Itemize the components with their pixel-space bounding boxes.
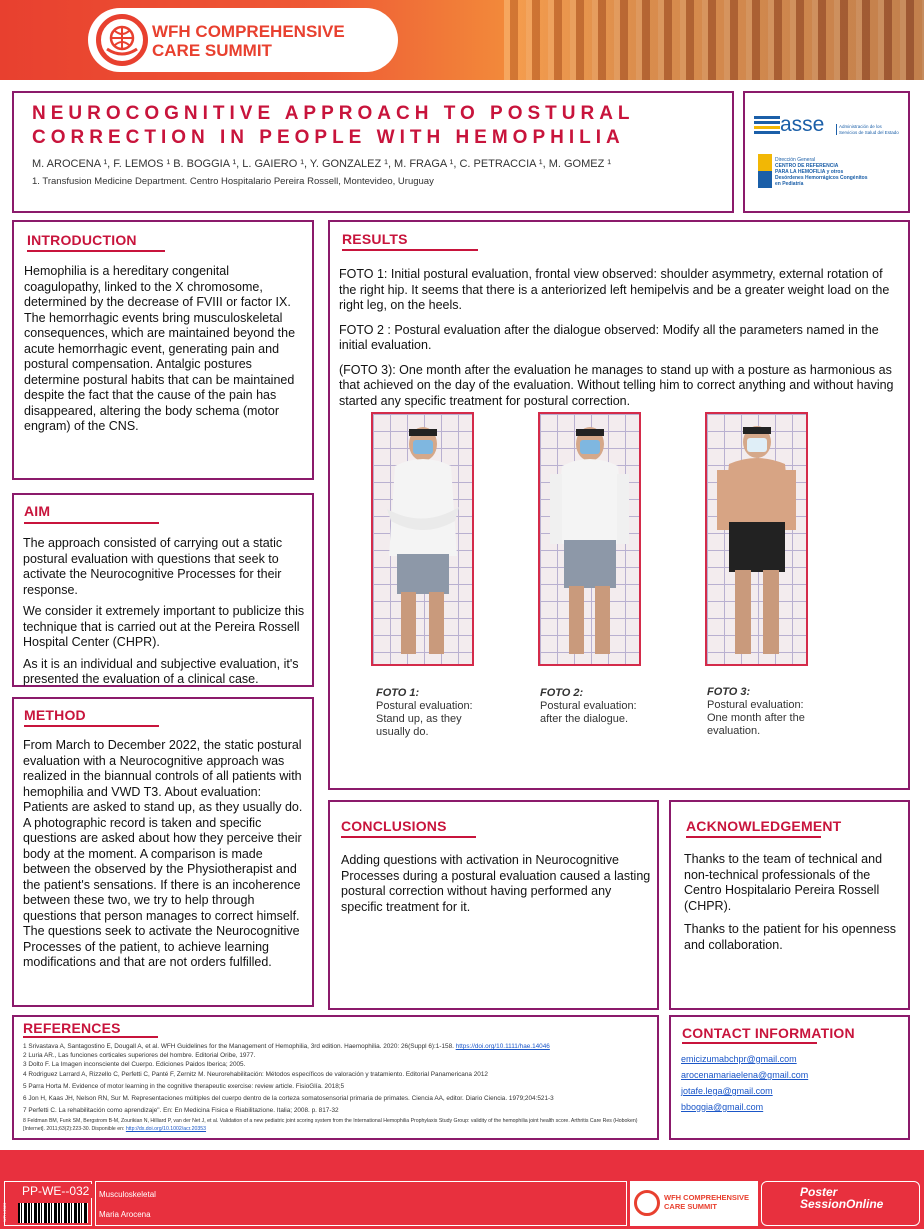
results-heading: RESULTS: [342, 231, 408, 247]
asse-sub1: Administración de los: [839, 124, 882, 129]
reference-item: [23, 1106, 653, 1115]
aim-p2: We consider it extremely important to publicize this technique that is carried out at the Pereira Rossell Hospital Center (CHPR).: [23, 604, 305, 649]
logo-line2: CARE SUMMIT: [152, 41, 272, 60]
photo-2: [538, 412, 641, 666]
acknowledgement-text: [684, 852, 902, 959]
reference-text: 8 Feldman BM, Funk SM, Bergstrom B-M, Zourikian N, Hilliard P, van der Net J, et al. Validation of a new pediatric joint scoring system from the International Hemophilia Prophylaxis Study Group: validity of the hemophilia joint health score. Arthritis Care Res (Hoboken) [Internet]. 2011;63(2):223-30. Disponible en:: [23, 1118, 638, 1132]
reference-text: 7 Perfetti C. La rehabilitación como aprendizaje". En: En Medicina Fisica e Riabilitazione. Italia; 2008. p. 817-32: [23, 1107, 339, 1115]
summit-logo-text: [152, 22, 345, 60]
conclusions-text: Adding questions with activation in Neurocognitive Processes during a postural evaluation caused a lasting postural correction without having performed any specific treatment for it.: [341, 853, 651, 914]
category: Musculoskeletal: [99, 1190, 156, 1199]
poster-title: [32, 102, 635, 150]
reference-text: 1 Srivastava A, Santagostino E, Dougall A, et al. WFH Guidelines for the Management of Hemophilia, 3rd edition. Haemophilia. 2020: 26(Suppl 6):1-158.: [23, 1043, 456, 1050]
contact-email[interactable]: emicizumabchpr@gmail.com: [681, 1054, 797, 1064]
title-line1: NEUROCOGNITIVE APPROACH TO POSTURAL: [32, 103, 635, 124]
crh-logo-text: [775, 157, 868, 187]
results-p1: FOTO 1: Initial postural evaluation, frontal view observed: shoulder asymmetry, external rotation of the right hip. It seems that there is a anteriorized left hemipelvis and be a greater weight load on the right leg, on the heels.: [339, 267, 890, 312]
caption-3-line1: Postural evaluation:: [707, 699, 804, 711]
footer-globe-icon: [634, 1190, 660, 1216]
method-text: From March to December 2022, the static postural evaluation with a Neurocognitive approach was realized in the biannual controls of all patients with hemophilia and VWD T3. About evaluation: Patients are asked to stand up, as they usually do. A photographic record is taken and specific questions are asked about how they perceive their body at the moment. A comparison is made between the observed by the Physiotherapist and the patient's sensations. If there is an incoherence between these two, we try to help through questions that person manages to correct himself. The questions seek to activate the Neurocognitive Processes of the patient, to achieve learning modifications and that are not orders fulfilled.: [23, 738, 303, 969]
sponsor-box: [743, 91, 910, 213]
reference-item: [23, 1051, 653, 1060]
reference-item: [23, 1094, 653, 1103]
authors: M. AROCENA ¹, F. LEMOS ¹ B. BOGGIA ¹, L. GAIERO ¹, Y. GONZALEZ ¹, M. FRAGA ¹, C. PETRACCIA ¹, M. GOMEZ ¹: [32, 158, 612, 170]
reference-item: [23, 1082, 653, 1091]
results-underline: [342, 249, 478, 251]
aim-text: [23, 536, 305, 694]
reference-text: 4 Rodriguez Larrard A, Rizzello C, Perfetti C, Panté F, Zernitz M. Neurorehabilitación: Métodos específicos de valoración y tratamiento. Editorial Panamericana 2012: [23, 1070, 488, 1078]
affiliation: 1. Transfusion Medicine Department. Centro Hospitalario Pereira Rossell, Montevideo, Uruguay: [32, 176, 434, 187]
globe-hands-icon: [96, 14, 148, 66]
footer-logo-line2: CARE SUMMIT: [664, 1202, 717, 1211]
reference-text: 5 Parra Horta M. Evidence of motor learning in the cognitive therapeutic exercise: review article. FisioGlía. 2018;5: [23, 1082, 345, 1090]
contact-list: [681, 1051, 901, 1115]
pso-line1: Poster: [800, 1185, 838, 1199]
results-p2: FOTO 2 : Postural evaluation after the dialogue observed: Modify all the parameters named in the initial evaluation.: [339, 322, 879, 352]
crh-line4: en Pediatría: [775, 181, 804, 187]
caption-3-line2: One month after the: [707, 712, 805, 724]
caption-3-title: FOTO 3:: [707, 686, 751, 698]
acknowledgement-p1: Thanks to the team of technical and non-technical professionals of the Centro Hospitalario Pereira Rossell (CHPR).: [684, 852, 883, 913]
pso-line2: SessionOnline: [800, 1197, 884, 1211]
author: Maria Arocena: [99, 1210, 151, 1219]
caption-1: [376, 687, 496, 739]
caption-1-line1: Postural evaluation:: [376, 700, 473, 712]
caption-1-line3: usually do.: [376, 726, 429, 738]
asse-sub2: Servicios de Salud del Estado: [839, 129, 899, 135]
reference-text: 6 Jon H, Kaas JH, Nelson RN, Sur M. Representaciones múltiples del cuerpo dentro de la corteza somatosensorial primaria de primates. Ciencia AA, editor. Diario Ciencia. 1979;204:521-3: [23, 1095, 554, 1103]
caption-1-line2: Stand up, as they: [376, 713, 462, 725]
introduction-text: Hemophilia is a hereditary congenital coagulopathy, linked to the X chromosome, determined by the decrease of FVIII or factor IX. The hemorrhagic events bring musculoskeletal consequences, which are maintained beyond the acute hemorrhagic event, generating pain and postural compensation. Antalgic postures determine postural habits that can be maintained despite the fact that the cause of the pain has disappeared, altering the body schema (motor engram) of the CNS.: [24, 264, 296, 433]
asse-wordmark: asse: [780, 113, 825, 136]
caption-2-line2: after the dialogue.: [540, 713, 629, 725]
caption-2-line1: Postural evaluation:: [540, 700, 637, 712]
caption-2: [540, 687, 660, 726]
photo-1: [371, 412, 474, 666]
aim-p1: The approach consisted of carrying out a static postural evaluation with questions that seek to activate the Neurocognitive Processes for their response.: [23, 536, 283, 597]
results-text: [339, 267, 901, 415]
side-tag: WFH-2023: [2, 1202, 7, 1222]
reference-link[interactable]: http://dx.doi.org/10.1002/acr.20353: [125, 1125, 207, 1132]
contact-email[interactable]: bboggia@gmail.com: [681, 1102, 764, 1112]
aim-heading: AIM: [24, 503, 51, 519]
aim-p3: As it is an individual and subjective evaluation, it's presented the evaluation of a clinical case.: [23, 656, 299, 686]
contact-underline: [682, 1042, 817, 1044]
introduction-heading: INTRODUCTION: [27, 232, 137, 248]
caption-1-title: FOTO 1:: [376, 687, 420, 699]
reference-item: [23, 1060, 653, 1069]
contact-email[interactable]: jotafe.lega@gmail.com: [681, 1086, 773, 1096]
crh-line2: PARA LA HEMOFILIA y otros: [775, 169, 844, 175]
crh-line1: CENTRO DE REFERENCIA: [775, 163, 839, 169]
caption-2-title: FOTO 2:: [540, 687, 584, 699]
city-photo: [504, 0, 924, 80]
asse-logo-icon: [754, 114, 780, 138]
references-underline: [23, 1036, 158, 1038]
poster-code: PP-WE--032: [18, 1184, 93, 1198]
poster-session-online-logo: [800, 1186, 883, 1210]
conclusions-heading: CONCLUSIONS: [341, 818, 447, 834]
footer-logo-line1: WFH COMPREHENSIVE: [664, 1193, 750, 1202]
caption-3-line3: evaluation.: [707, 725, 761, 737]
reference-text: 2 Luria AR., Las funciones corticales superiores del hombre. Editorial Oribe, 1977.: [23, 1052, 256, 1060]
caption-3: [707, 686, 827, 738]
conclusions-underline: [341, 836, 476, 838]
contact-email[interactable]: arocenamariaelena@gmail.com: [681, 1070, 809, 1080]
reference-text: 3 Dolto F. La Imagen inconsciente del Cuerpo. Ediciones Paidos Iberica; 2005.: [23, 1061, 246, 1069]
reference-link[interactable]: https://doi.org/10.1111/hae.14046: [455, 1043, 550, 1050]
barcode: [18, 1203, 88, 1223]
method-heading: METHOD: [24, 707, 86, 723]
logo-line1: WFH COMPREHENSIVE: [152, 22, 345, 41]
acknowledgement-p2: Thanks to the patient for his openness and collaboration.: [684, 922, 896, 952]
crh-line3: Desórdenes Hemorrágicos Congénitos: [775, 175, 868, 181]
category-cell: [95, 1181, 627, 1226]
introduction-underline: [27, 250, 165, 252]
asse-subtitle: [836, 124, 899, 135]
references-heading: REFERENCES: [23, 1020, 121, 1036]
reference-item: [23, 1042, 653, 1051]
references-list: [23, 1042, 653, 1133]
photo-3: [705, 412, 808, 666]
aim-underline: [24, 522, 159, 524]
reference-item: [23, 1070, 653, 1079]
title-line2: CORRECTION IN PEOPLE WITH HEMOPHILIA: [32, 127, 625, 148]
reference-item: [23, 1118, 653, 1133]
footer-logo-text: [664, 1193, 749, 1211]
acknowledgement-heading: ACKNOWLEDGEMENT: [686, 818, 842, 834]
method-underline: [24, 725, 159, 727]
crh-logo-icon: [758, 154, 772, 188]
acknowledgement-underline: [686, 836, 821, 838]
contact-heading: CONTACT INFORMATION: [682, 1025, 855, 1041]
crh-line0: Dirección General: [775, 157, 816, 163]
results-p3: (FOTO 3): One month after the evaluation he manages to stand up with a posture as harmonious as that achieved on the day of the evaluation. Without telling him to correct anything and without having started any specific treatment for postural correction.: [339, 362, 894, 408]
footer-band: [0, 1150, 924, 1178]
